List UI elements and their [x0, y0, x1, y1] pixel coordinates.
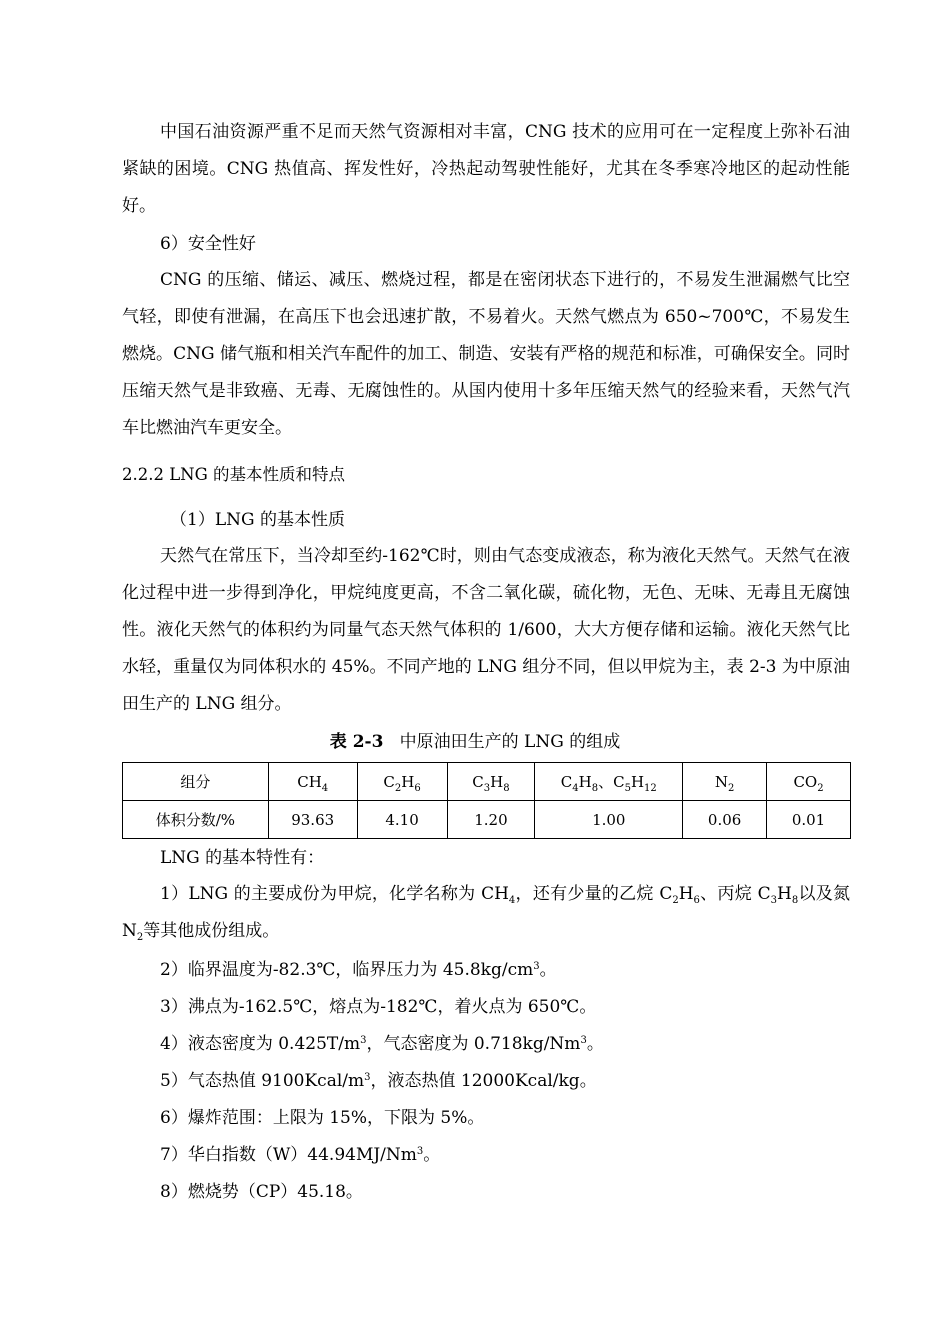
table-cell: 0.01: [767, 801, 851, 839]
property-2: 2）临界温度为-82.3℃，临界压力为 $45.8kg/cm^3$。: [160, 960, 557, 980]
header-cell-ch4: $CH_4$: [268, 763, 357, 801]
table-row: [123, 801, 851, 839]
subsection-title: （1）LNG 的基本性质: [170, 510, 345, 530]
table-caption-number: 表 2-3: [329, 732, 384, 752]
paragraph-cng-safety: CNG 的压缩、储运、减压、燃烧过程，都是在密闭状态下进行的，不易发生泄漏燃气比空气轻，即使有泄漏，在高压下也会迅速扩散，不易着火。天然气燃点为 650~700℃，不易发生燃烧。CNG 储气瓶和相关汽车配件的加工、制造、安装有严格的规范和标准，可确保安全。同时压缩天然气是非致癌、无毒、无腐蚀性的。从国内使用十多年压缩天然气的经验来看，天然气汽车比燃油汽车更安全。: [122, 270, 850, 438]
lng-composition-table: [122, 762, 851, 839]
paragraph-cng-advantages: 中国石油资源严重不足而天然气资源相对丰富，CNG 技术的应用可在一定程度上弥补石油紧缺的困境。CNG 热值高、挥发性好，冷热起动驾驶性能好，尤其在冬季寒冷地区的起动性能好。: [122, 122, 850, 216]
header-cell-c2h6: $C_2H_6$: [357, 763, 447, 801]
table-cell: 0.06: [683, 801, 767, 839]
table-cell: 1.00: [535, 801, 683, 839]
property-3: 3）沸点为-162.5℃，熔点为-182℃，着火点为 650℃。: [160, 997, 597, 1017]
property-8: 8）燃烧势（CP）45.18。: [160, 1182, 363, 1202]
property-6: 6）爆炸范围：上限为 15%，下限为 5%。: [160, 1108, 485, 1128]
item-safety-title: 6）安全性好: [160, 234, 256, 254]
header-cell-co2: $CO_2$: [767, 763, 851, 801]
row-label-volume-fraction: 体积分数/%: [123, 801, 269, 839]
table-header-row: [123, 763, 851, 801]
table-cell: 1.20: [447, 801, 535, 839]
table-caption-text: 中原油田生产的 LNG 的组成: [399, 732, 621, 752]
header-cell-n2: $N_2$: [683, 763, 767, 801]
header-cell-component: 组分: [123, 763, 269, 801]
property-4: 4）液态密度为 $0.425T/m^3$，气态密度为 0.718kg/Nm$^3$。: [160, 1034, 604, 1054]
table-caption: [0, 730, 950, 754]
property-5: 5）气态热值 $9100Kcal/m^3$，液态热值 12000Kcal/kg。: [160, 1071, 597, 1091]
property-7: 7）华白指数（W）44.94MJ/Nm$^3$。: [160, 1145, 441, 1165]
properties-intro: LNG 的基本特性有：: [160, 848, 325, 868]
table-cell: 93.63: [268, 801, 357, 839]
section-heading: 2.2.2 LNG 的基本性质和特点: [122, 465, 346, 484]
property-1: 1）LNG 的主要成份为甲烷，化学名称为 $CH_4$，还有少量的乙烷 $C_2H_6$、丙烷 $C_3H_8$以及氮 $N_2$等其他成份组成。: [122, 884, 851, 943]
paragraph-lng-properties: 天然气在常压下，当冷却至约-162℃时，则由气态变成液态，称为液化天然气。天然气在液化过程中进一步得到净化，甲烷纯度更高，不含二氧化碳，硫化物，无色、无味、无毒且无腐蚀性。液化天然气的体积约为同量气态天然气体积的 1/600，大大方便存储和运输。液化天然气比水轻，重量仅为同体积水的 45%。不同产地的 LNG 组分不同，但以甲烷为主，表 2-3 为中原油田生产的 LNG 组分。: [122, 546, 850, 714]
table-cell: 4.10: [357, 801, 447, 839]
header-cell-c4h8-c5h12: $C_4H_8$、$C_5H_{12}$: [535, 763, 683, 801]
header-cell-c3h8: $C_3H_8$: [447, 763, 535, 801]
